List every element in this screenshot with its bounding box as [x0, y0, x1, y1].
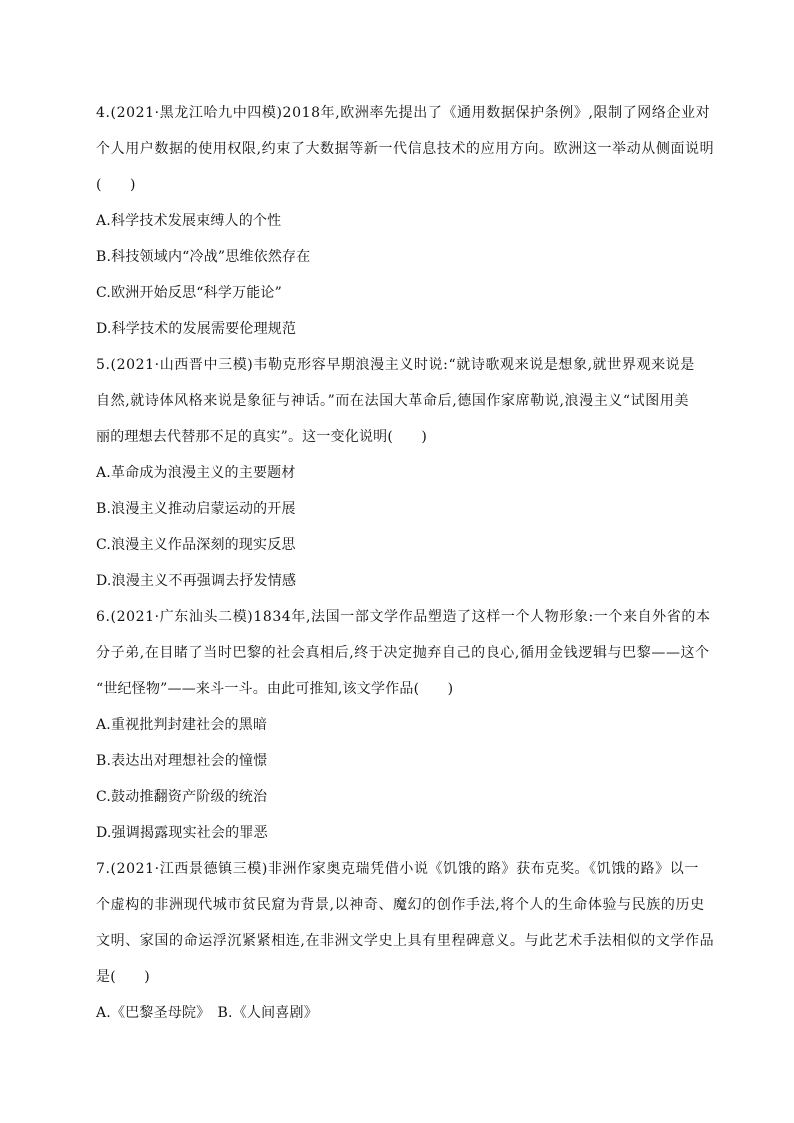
- question-5-line-1: 5.(2021·山西晋中三模)韦勒克形容早期浪漫主义时说:“就诗歌观来说是想象,就世界观来说是: [96, 357, 695, 373]
- question-7-line-2: 个虚构的非洲现代城市贫民窟为背景,以神奇、魔幻的创作手法,将个人的生命体验与民族的历史: [96, 897, 705, 913]
- question-5-option-a: A.革命成为浪漫主义的主要题材: [96, 465, 296, 481]
- question-5-line-2: 自然,就诗体风格来说是象征与神话。”而在法国大革命后,德国作家席勒说,浪漫主义“试图用美: [96, 393, 690, 409]
- question-6-line-1: 6.(2021·广东汕头二模)1834年,法国一部文学作品塑造了这样一个人物形象:一个来自外省的本: [96, 609, 711, 625]
- question-5-option-b: B.浪漫主义推动启蒙运动的开展: [96, 501, 296, 517]
- question-6-option-a: A.重视批判封建社会的黑暗: [96, 717, 268, 733]
- question-4-option-b: B.科技领域内“冷战”思维依然存在: [96, 249, 311, 265]
- question-7-line-3: 文明、家国的命运浮沉紧紧相连,在非洲文学史上具有里程碑意义。与此艺术手法相似的文学作品: [96, 933, 715, 949]
- question-4-line-1: 4.(2021·黑龙江哈九中四模)2018年,欧洲率先提出了《通用数据保护条例》,限制了网络企业对: [96, 105, 711, 121]
- question-4-option-d: D.科学技术的发展需要伦理规范: [96, 321, 297, 337]
- question-4-line-2: 个人用户数据的使用权限,约束了大数据等新一代信息技术的应用方向。欧洲这一举动从侧面说明: [96, 141, 715, 157]
- question-6-option-c: C.鼓动推翻资产阶级的统治: [96, 789, 268, 805]
- question-5-option-d: D.浪漫主义不再强调去抒发情感: [96, 573, 297, 589]
- question-7-line-4: 是( ): [96, 969, 150, 985]
- question-4-option-a: A.科学技术发展束缚人的个性: [96, 213, 282, 229]
- question-5-line-3: 丽的理想去代替那不足的真实”。这一变化说明( ): [96, 429, 428, 445]
- question-4-option-c: C.欧洲开始反思“科学万能论”: [96, 285, 282, 301]
- question-5-option-c: C.浪漫主义作品深刻的现实反思: [96, 537, 296, 553]
- question-7-option-ab: A.《巴黎圣母院》 B.《人间喜剧》: [96, 1005, 318, 1021]
- question-7-line-1: 7.(2021·江西景德镇三模)非洲作家奥克瑞凭借小说《饥饿的路》获布克奖。《饥饿的路》以一: [96, 861, 699, 877]
- question-6-option-d: D.强调揭露现实社会的罪恶: [96, 825, 268, 841]
- question-6-option-b: B.表达出对理想社会的憧憬: [96, 753, 268, 769]
- question-6-line-2: 分子弟,在目睹了当时巴黎的社会真相后,终于决定抛弃自己的良心,循用金钱逻辑与巴黎——这个: [96, 645, 710, 661]
- question-6-line-3: “世纪怪物”——来斗一斗。由此可推知,该文学作品( ): [96, 681, 454, 697]
- question-4-line-3: ( ): [96, 177, 136, 193]
